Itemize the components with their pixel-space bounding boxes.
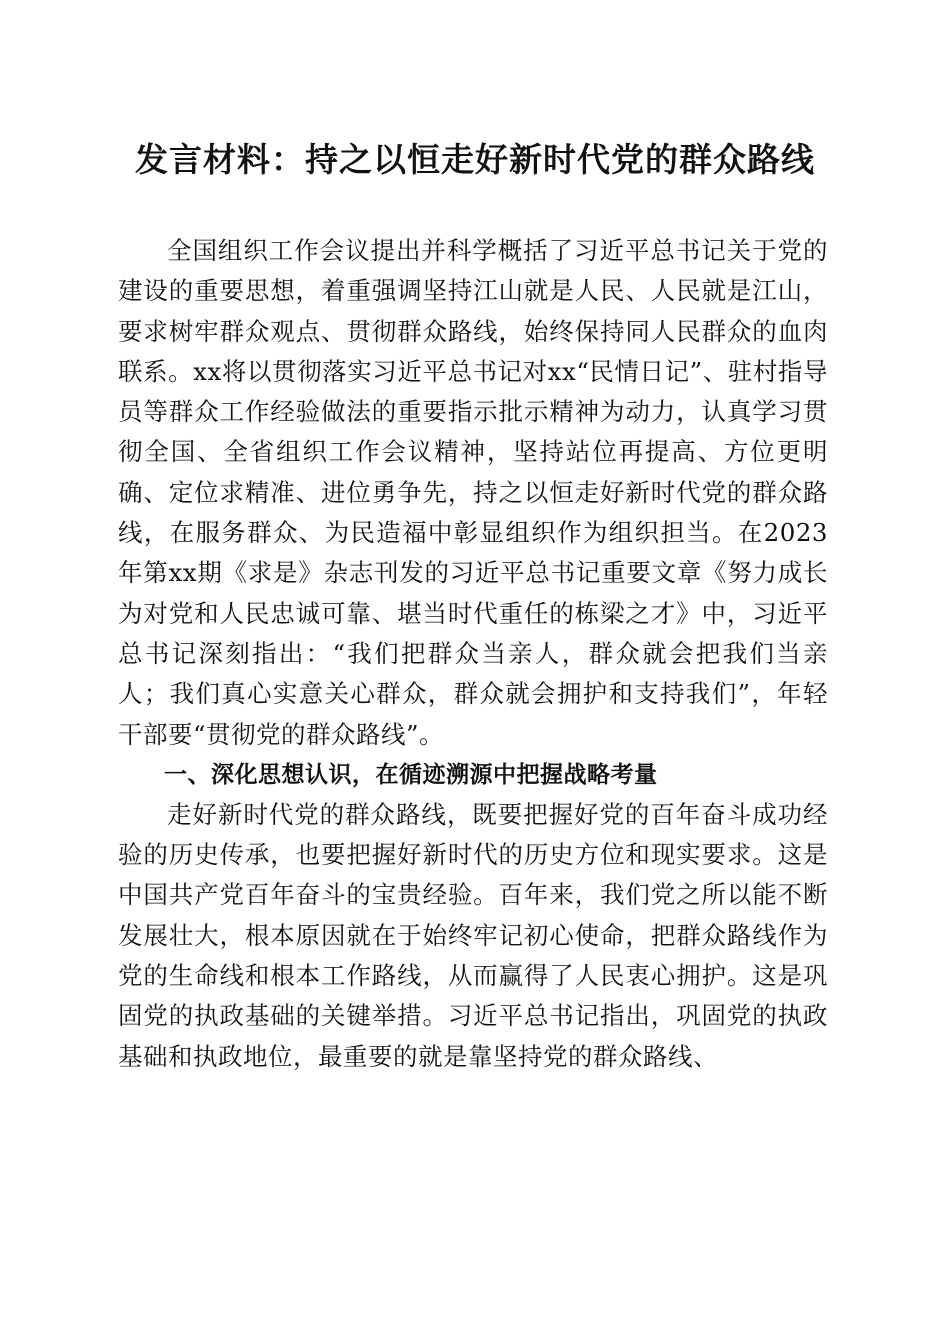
paragraph-section-1: 走好新时代党的群众路线，既要把握好党的百年奋斗成功经验的历史传承，也要把握好新时代的历史方位和现实要求。这是中国共产党百年奋斗的宝贵经验。百年来，我们党之所以能不断发展壮大，根本原因就在于始终牢记初心使命，把群众路线作为党的生命线和根本工作路线，从而赢得了人民衷心拥护。这是巩固党的执政基础的关键举措。习近平总书记指出，巩固党的执政基础和执政地位，最重要的就是靠坚持党的群众路线、: [118, 799, 828, 1071]
document-body: [118, 231, 828, 1077]
document-title: 发言材料：持之以恒走好新时代党的群众路线: [135, 140, 815, 179]
paragraph-intro: 全国组织工作会议提出并科学概括了习近平总书记关于党的建设的重要思想，着重强调坚持江山就是人民、人民就是江山，要求树牢群众观点、贯彻群众路线，始终保持同人民群众的血肉联系。xx将以贯彻落实习近平总书记对xx“民情日记”、驻村指导员等群众工作经验做法的重要指示批示精神为动力，认真学习贯彻全国、全省组织工作会议精神，坚持站位再提高、方位更明确、定位求精准、进位勇争先，持之以恒走好新时代党的群众路线，在服务群众、为民造福中彰显组织作为组织担当。在2023年第xx期《求是》杂志刊发的习近平总书记重要文章《努力成长为对党和人民忠诚可靠、堪当时代重任的栋梁之才》中，习近平总书记深刻指出：“我们把群众当亲人，群众就会把我们当亲人；我们真心实意关心群众，群众就会拥护和支持我们”，年轻干部要“贯彻党的群众路线”。: [118, 236, 828, 749]
section-heading-1: 一、深化思想认识，在循迹溯源中把握战略考量: [164, 761, 658, 788]
